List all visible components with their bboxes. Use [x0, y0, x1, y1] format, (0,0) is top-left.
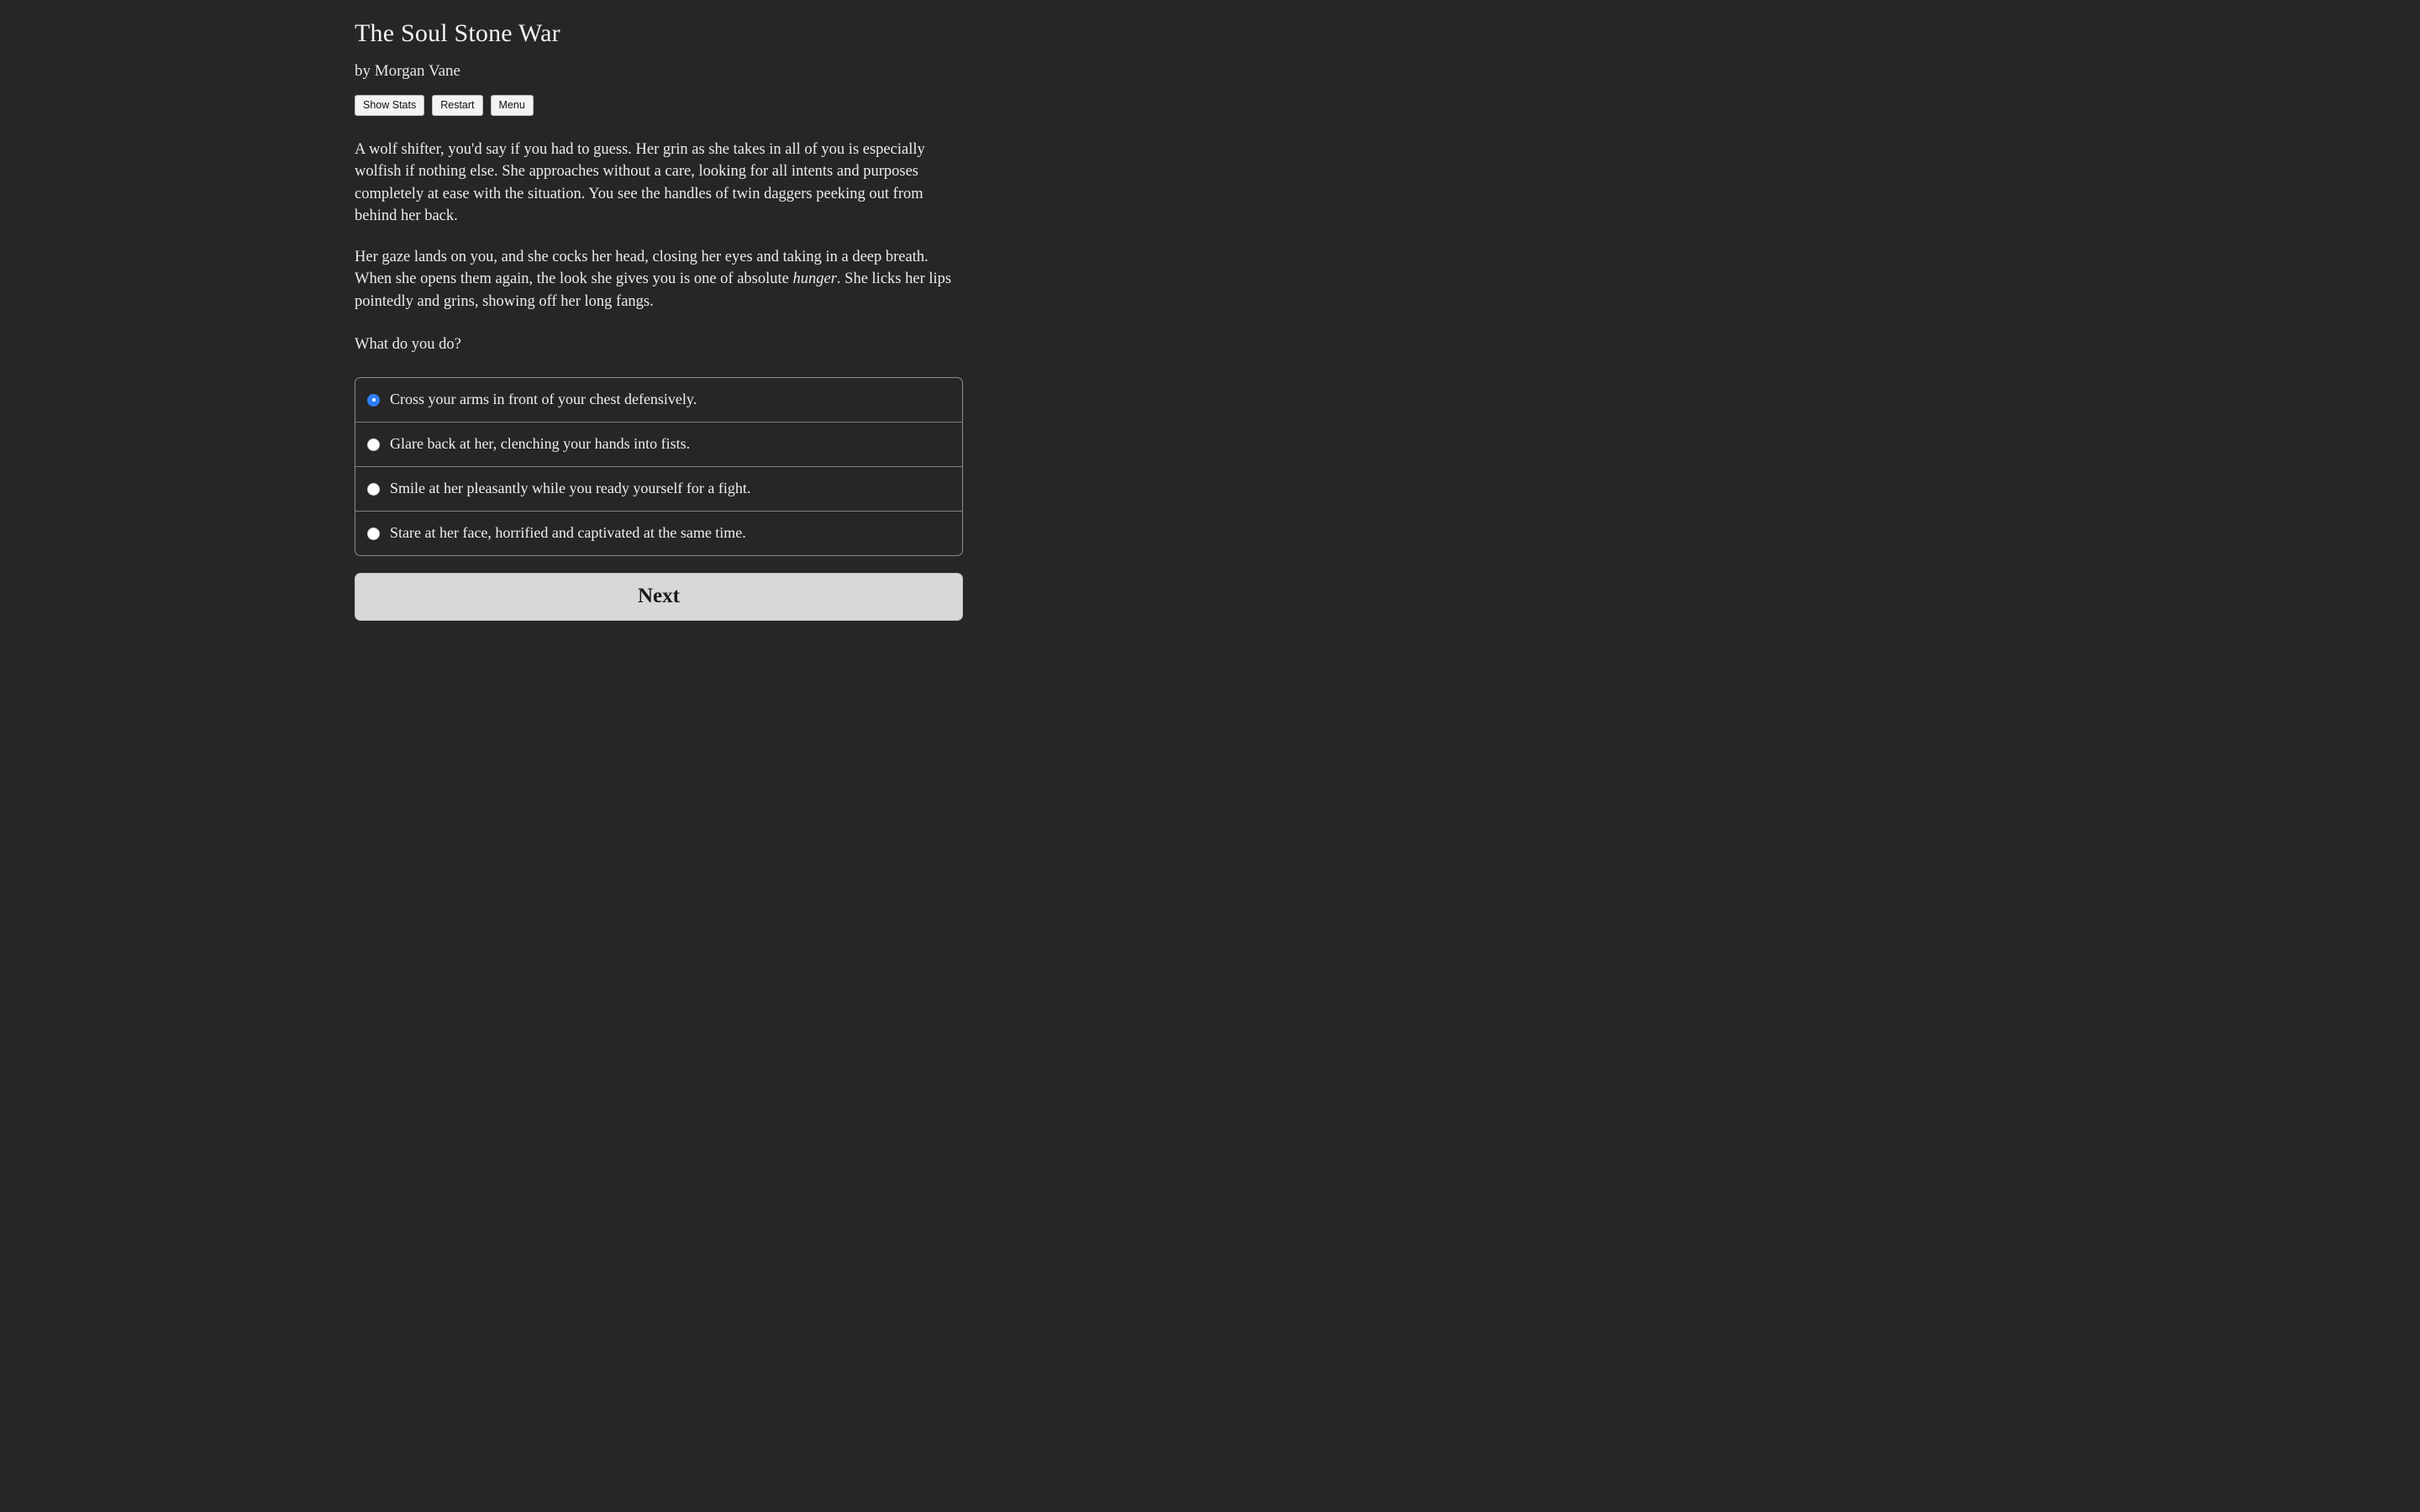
game-page [0, 0, 1318, 823]
toolbar [355, 95, 963, 116]
choice-list [355, 377, 963, 556]
page-title: The Soul Stone War [355, 19, 560, 47]
choice-label: Glare back at her, clenching your hands into fists. [390, 435, 691, 453]
choice-label: Cross your arms in front of your chest defensively. [390, 391, 697, 408]
choice-option-1[interactable] [355, 378, 962, 423]
choice-label: Stare at her face, horrified and captivated at the same time. [390, 524, 746, 542]
choice-option-4[interactable] [355, 512, 962, 555]
radio-icon[interactable] [367, 483, 380, 496]
show-stats-button[interactable]: Show Stats [355, 95, 424, 116]
choice-prompt: What do you do? [355, 335, 461, 353]
choice-label: Smile at her pleasantly while you ready yourself for a fight. [390, 480, 751, 497]
menu-button[interactable]: Menu [491, 95, 534, 116]
restart-button[interactable]: Restart [432, 95, 482, 116]
radio-icon[interactable] [367, 438, 380, 451]
radio-icon[interactable] [367, 394, 380, 407]
story-paragraph-2-part-b: . She licks her lips pointedly and grins, showing off her long fangs. [355, 270, 952, 310]
story-emphasis-hunger: hunger [792, 270, 837, 288]
radio-icon[interactable] [367, 528, 380, 540]
choice-option-3[interactable] [355, 467, 962, 512]
author-byline: by Morgan Vane [355, 62, 460, 80]
story-container [355, 0, 963, 621]
story-paragraph-2-part-a: Her gaze lands on you, and she cocks her head, closing her eyes and taking in a deep breath. When she opens them again, the look she gives you is one of absolute [355, 249, 929, 288]
story-paragraph-1: A wolf shifter, you'd say if you had to guess. Her grin as she takes in all of you is especially wolfish if nothing else. She approaches without a care, looking for all intents and purposes completely at ease with the situation. You see the handles of twin daggers peeking out from behind her back. [355, 141, 925, 224]
story-paragraph-2 [355, 227, 963, 312]
choice-option-2[interactable] [355, 423, 962, 467]
next-button[interactable]: Next [355, 573, 963, 621]
